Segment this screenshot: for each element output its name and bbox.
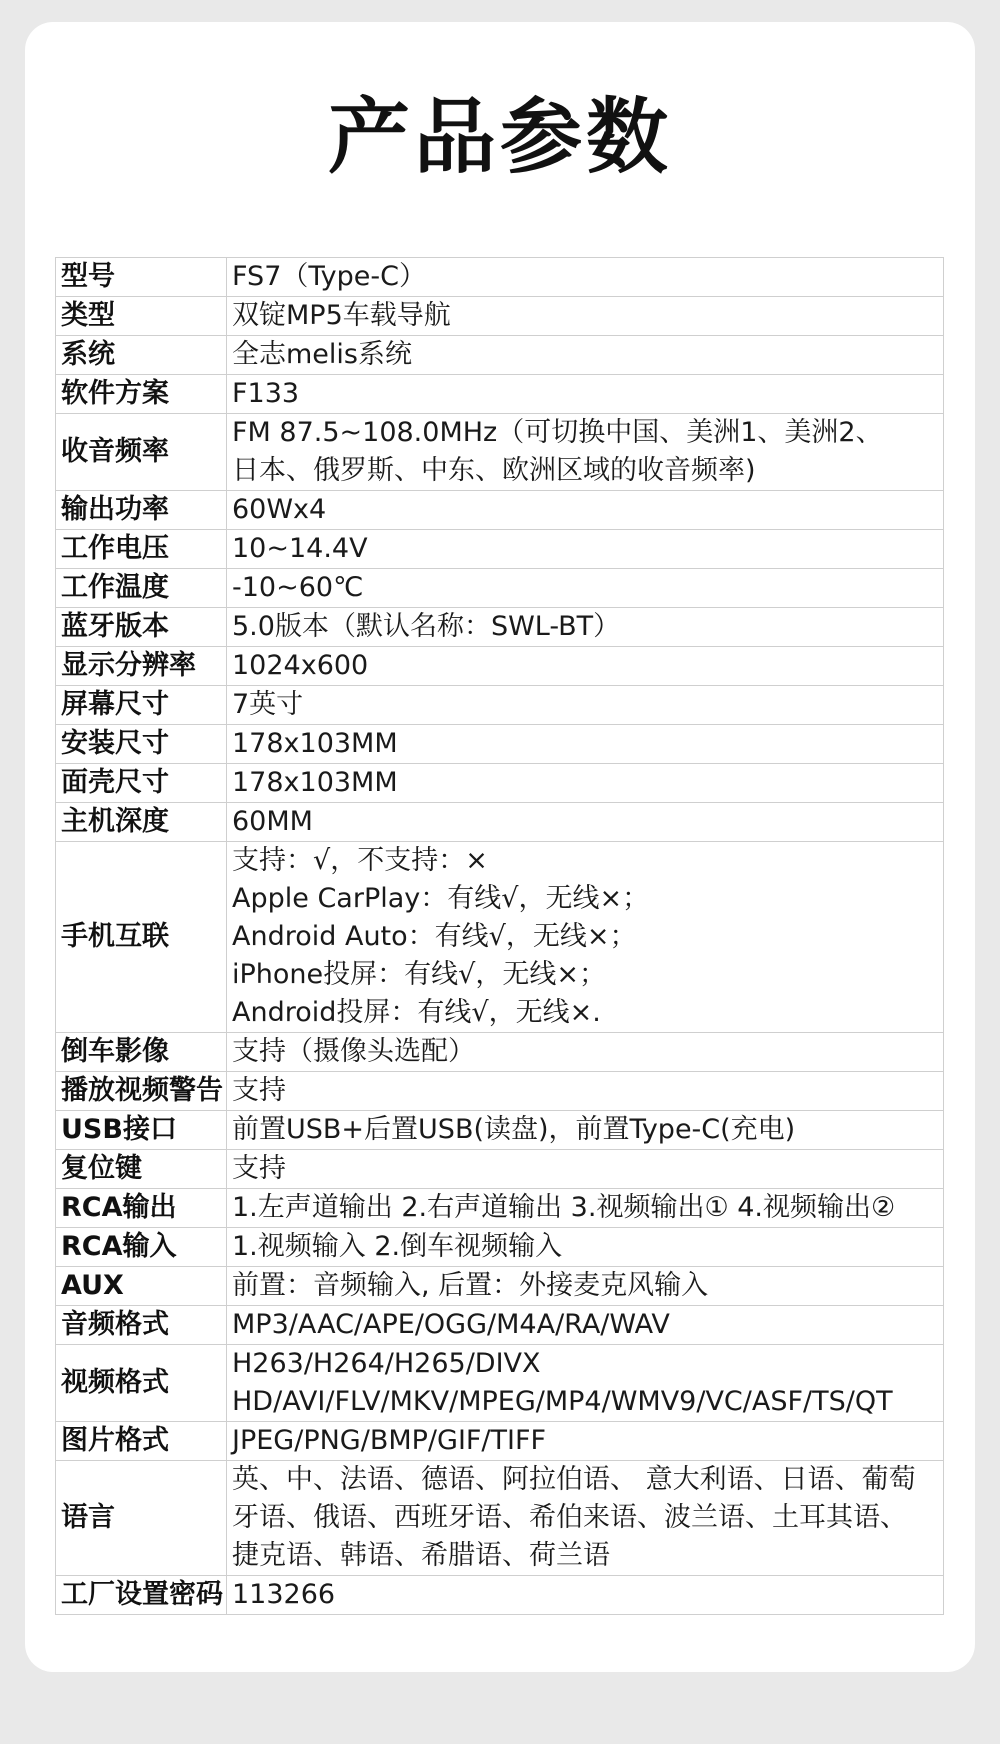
spec-value-line: 支持 — [232, 1153, 286, 1184]
spec-value-line: 双锭MP5车载导航 — [232, 300, 451, 331]
spec-label: 复位键 — [56, 1150, 227, 1189]
spec-value — [227, 725, 944, 764]
spec-value-line: 日本、俄罗斯、中东、欧洲区域的收音频率) — [232, 455, 756, 486]
spec-label: 工厂设置密码 — [56, 1576, 227, 1615]
spec-row — [56, 725, 944, 764]
spec-value — [227, 1576, 944, 1615]
spec-label: 屏幕尺寸 — [56, 686, 227, 725]
spec-value — [227, 375, 944, 414]
spec-row — [56, 1267, 944, 1306]
spec-row — [56, 1228, 944, 1267]
spec-label: RCA输出 — [56, 1189, 227, 1228]
spec-label: 图片格式 — [56, 1422, 227, 1461]
spec-label: 主机深度 — [56, 803, 227, 842]
spec-value-line: -10~60℃ — [232, 572, 364, 603]
spec-label: RCA输入 — [56, 1228, 227, 1267]
spec-value-line: FM 87.5~108.0MHz（可切换中国、美洲1、美洲2、 — [232, 417, 883, 448]
spec-row — [56, 608, 944, 647]
spec-value — [227, 1189, 944, 1228]
spec-row — [56, 686, 944, 725]
spec-value — [227, 1228, 944, 1267]
spec-value-line: JPEG/PNG/BMP/GIF/TIFF — [232, 1425, 547, 1456]
spec-value-line: 113266 — [232, 1579, 336, 1610]
spec-row — [56, 414, 944, 491]
spec-value — [227, 1306, 944, 1345]
spec-label: 手机互联 — [56, 842, 227, 1033]
spec-value-line: 1024x600 — [232, 650, 369, 681]
spec-value — [227, 258, 944, 297]
spec-label: 音频格式 — [56, 1306, 227, 1345]
spec-row — [56, 647, 944, 686]
spec-value-line: Apple CarPlay：有线√，无线×； — [232, 883, 650, 914]
spec-label: 工作温度 — [56, 569, 227, 608]
spec-label: 安装尺寸 — [56, 725, 227, 764]
spec-value — [227, 1461, 944, 1576]
spec-value — [227, 803, 944, 842]
spec-label: 倒车影像 — [56, 1033, 227, 1072]
spec-label: 系统 — [56, 336, 227, 375]
spec-label: 收音频率 — [56, 414, 227, 491]
spec-value — [227, 686, 944, 725]
spec-value-line: H263/H264/H265/DIVX — [232, 1348, 541, 1379]
spec-label: 软件方案 — [56, 375, 227, 414]
spec-value-line: 7英寸 — [232, 689, 304, 720]
spec-value-line: FS7（Type-C） — [232, 261, 426, 292]
spec-value — [227, 336, 944, 375]
spec-value-line: 5.0版本（默认名称：SWL-BT） — [232, 611, 621, 642]
spec-value-line: Android投屏：有线√，无线×. — [232, 997, 601, 1028]
spec-row — [56, 375, 944, 414]
spec-value — [227, 1072, 944, 1111]
spec-row — [56, 1033, 944, 1072]
spec-value-line: 支持（摄像头选配） — [232, 1036, 475, 1067]
spec-value-line: 178x103MM — [232, 728, 398, 759]
spec-row — [56, 491, 944, 530]
spec-value-line: 前置：音频输入, 后置：外接麦克风输入 — [232, 1270, 709, 1301]
spec-value-line: F133 — [232, 378, 300, 409]
spec-value-line: MP3/AAC/APE/OGG/M4A/RA/WAV — [232, 1309, 670, 1340]
spec-row — [56, 842, 944, 1033]
spec-label: 型号 — [56, 258, 227, 297]
spec-label: 工作电压 — [56, 530, 227, 569]
spec-table-body — [56, 258, 944, 1615]
spec-label: 显示分辨率 — [56, 647, 227, 686]
spec-value — [227, 1267, 944, 1306]
spec-value-line: 1.视频输入 2.倒车视频输入 — [232, 1231, 563, 1262]
spec-label: 类型 — [56, 297, 227, 336]
spec-value — [227, 1345, 944, 1422]
spec-row — [56, 569, 944, 608]
spec-value-line: 支持 — [232, 1075, 286, 1106]
spec-row — [56, 1461, 944, 1576]
spec-value-line: Android Auto：有线√，无线×； — [232, 921, 637, 952]
spec-value-line: 60Wx4 — [232, 494, 327, 525]
page-title: 产品参数 — [327, 90, 672, 185]
spec-value-line: 178x103MM — [232, 767, 398, 798]
spec-row — [56, 1306, 944, 1345]
spec-value-line: 全志melis系统 — [232, 339, 412, 370]
spec-row — [56, 803, 944, 842]
spec-value — [227, 764, 944, 803]
spec-label: 面壳尺寸 — [56, 764, 227, 803]
spec-value — [227, 297, 944, 336]
spec-value-line: 前置USB+后置USB(读盘)，前置Type-C(充电) — [232, 1114, 796, 1145]
spec-label: 输出功率 — [56, 491, 227, 530]
spec-value — [227, 491, 944, 530]
spec-value — [227, 647, 944, 686]
spec-row — [56, 1345, 944, 1422]
spec-value — [227, 1422, 944, 1461]
spec-row — [56, 336, 944, 375]
spec-row — [56, 297, 944, 336]
spec-value — [227, 842, 944, 1033]
spec-label: 播放视频警告 — [56, 1072, 227, 1111]
spec-value — [227, 1150, 944, 1189]
spec-value-line: iPhone投屏：有线√，无线×； — [232, 959, 606, 990]
spec-row — [56, 1150, 944, 1189]
spec-row — [56, 530, 944, 569]
spec-value-line: 60MM — [232, 806, 313, 837]
spec-label: 语言 — [56, 1461, 227, 1576]
spec-label: USB接口 — [56, 1111, 227, 1150]
spec-value — [227, 414, 944, 491]
spec-row — [56, 1111, 944, 1150]
spec-value — [227, 1033, 944, 1072]
spec-row — [56, 1072, 944, 1111]
spec-value-line: 英、中、法语、德语、阿拉伯语、 意大利语、日语、葡萄 — [232, 1464, 916, 1495]
spec-row — [56, 1576, 944, 1615]
spec-value-line: 1.左声道输出 2.右声道输出 3.视频输出① 4.视频输出② — [232, 1192, 896, 1223]
spec-table — [55, 257, 944, 1615]
spec-value — [227, 608, 944, 647]
spec-row — [56, 258, 944, 297]
spec-value-line: 捷克语、韩语、希腊语、荷兰语 — [232, 1540, 610, 1571]
spec-value-line: 支持：√，不支持：× — [232, 845, 488, 876]
spec-label: 蓝牙版本 — [56, 608, 227, 647]
spec-value — [227, 569, 944, 608]
spec-value — [227, 530, 944, 569]
spec-value-line: 10~14.4V — [232, 533, 368, 564]
spec-value — [227, 1111, 944, 1150]
spec-row — [56, 1422, 944, 1461]
spec-row — [56, 764, 944, 803]
spec-row — [56, 1189, 944, 1228]
spec-value-line: 牙语、俄语、西班牙语、希伯来语、波兰语、土耳其语、 — [232, 1502, 907, 1533]
spec-label: 视频格式 — [56, 1345, 227, 1422]
spec-label: AUX — [56, 1267, 227, 1306]
spec-value-line: HD/AVI/FLV/MKV/MPEG/MP4/WMV9/VC/ASF/TS/QT — [232, 1386, 893, 1417]
